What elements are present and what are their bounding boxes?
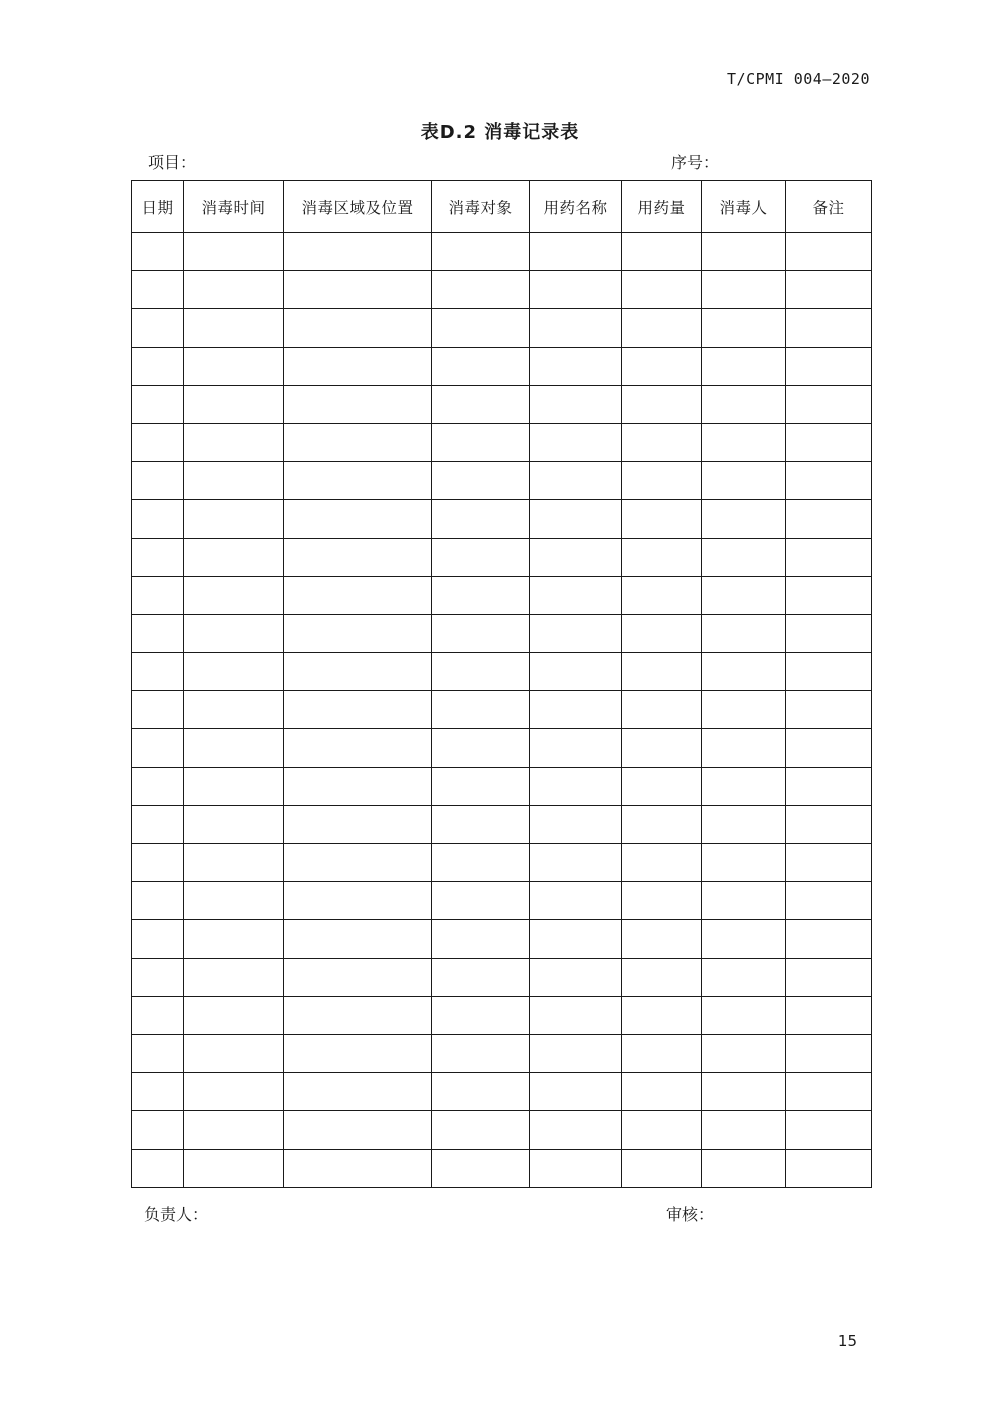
table-cell[interactable] xyxy=(184,1111,284,1149)
table-cell[interactable] xyxy=(184,500,284,538)
table-row xyxy=(132,385,872,423)
table-cell[interactable] xyxy=(432,653,530,691)
table-cell[interactable] xyxy=(530,691,622,729)
table-cell[interactable] xyxy=(184,271,284,309)
table-cell[interactable] xyxy=(184,1034,284,1072)
table-row xyxy=(132,1034,872,1072)
table-cell[interactable] xyxy=(432,347,530,385)
table-cell[interactable] xyxy=(622,729,702,767)
table-cell[interactable] xyxy=(702,576,786,614)
table-cell[interactable] xyxy=(284,347,432,385)
table-cell[interactable] xyxy=(786,233,872,271)
table-cell[interactable] xyxy=(786,462,872,500)
table-cell[interactable] xyxy=(184,1149,284,1187)
table-cell[interactable] xyxy=(132,844,184,882)
table-cell[interactable] xyxy=(530,882,622,920)
table-cell[interactable] xyxy=(702,1111,786,1149)
table-cell[interactable] xyxy=(530,958,622,996)
table-cell[interactable] xyxy=(530,462,622,500)
table-row xyxy=(132,729,872,767)
table-cell[interactable] xyxy=(184,958,284,996)
table-row xyxy=(132,996,872,1034)
table-row xyxy=(132,844,872,882)
table-cell[interactable] xyxy=(622,1073,702,1111)
table-cell[interactable] xyxy=(132,920,184,958)
table-cell[interactable] xyxy=(530,614,622,652)
table-cell[interactable] xyxy=(284,423,432,461)
table-cell[interactable] xyxy=(702,691,786,729)
table-cell[interactable] xyxy=(622,805,702,843)
table-row xyxy=(132,423,872,461)
table-row xyxy=(132,882,872,920)
table-cell[interactable] xyxy=(786,423,872,461)
table-cell[interactable] xyxy=(702,500,786,538)
table-cell[interactable] xyxy=(432,538,530,576)
table-cell[interactable] xyxy=(284,653,432,691)
table-cell[interactable] xyxy=(184,576,284,614)
table-cell[interactable] xyxy=(786,309,872,347)
table-cell[interactable] xyxy=(432,385,530,423)
table-row xyxy=(132,576,872,614)
table-cell[interactable] xyxy=(432,233,530,271)
table-cell[interactable] xyxy=(432,805,530,843)
table-cell[interactable] xyxy=(530,767,622,805)
table-cell[interactable] xyxy=(132,691,184,729)
table-cell[interactable] xyxy=(786,538,872,576)
table-cell[interactable] xyxy=(530,844,622,882)
table-cell[interactable] xyxy=(432,1073,530,1111)
table-cell[interactable] xyxy=(184,882,284,920)
table-cell[interactable] xyxy=(432,691,530,729)
table-cell[interactable] xyxy=(132,882,184,920)
table-body xyxy=(132,233,872,1188)
table-cell[interactable] xyxy=(132,805,184,843)
table-cell[interactable] xyxy=(432,920,530,958)
table-cell[interactable] xyxy=(184,805,284,843)
table-cell[interactable] xyxy=(530,233,622,271)
table-cell[interactable] xyxy=(132,958,184,996)
table-cell[interactable] xyxy=(786,767,872,805)
table-cell[interactable] xyxy=(786,1073,872,1111)
serial-label: 序号： xyxy=(671,155,720,172)
table-cell[interactable] xyxy=(184,309,284,347)
table-cell[interactable] xyxy=(786,1034,872,1072)
table-cell[interactable] xyxy=(622,423,702,461)
table-cell[interactable] xyxy=(702,1073,786,1111)
table-cell[interactable] xyxy=(786,958,872,996)
table-cell[interactable] xyxy=(284,1073,432,1111)
table-cell[interactable] xyxy=(530,271,622,309)
table-cell[interactable] xyxy=(622,576,702,614)
table-cell[interactable] xyxy=(132,385,184,423)
table-cell[interactable] xyxy=(622,691,702,729)
table-cell[interactable] xyxy=(786,1149,872,1187)
table-cell[interactable] xyxy=(530,500,622,538)
table-row xyxy=(132,233,872,271)
table-cell[interactable] xyxy=(432,1034,530,1072)
table-cell[interactable] xyxy=(284,271,432,309)
table-cell[interactable] xyxy=(786,347,872,385)
reviewer-label: 审核： xyxy=(666,1207,715,1224)
table-cell[interactable] xyxy=(432,1149,530,1187)
table-cell[interactable] xyxy=(184,385,284,423)
table-cell[interactable] xyxy=(184,653,284,691)
table-cell[interactable] xyxy=(786,385,872,423)
table-row xyxy=(132,1111,872,1149)
table-cell[interactable] xyxy=(432,1111,530,1149)
table-cell[interactable] xyxy=(432,462,530,500)
table-cell[interactable] xyxy=(702,423,786,461)
table-cell[interactable] xyxy=(702,958,786,996)
table-cell[interactable] xyxy=(184,462,284,500)
table-cell[interactable] xyxy=(702,996,786,1034)
table-cell[interactable] xyxy=(284,309,432,347)
column-header-area: 消毒区域及位置 xyxy=(284,181,432,233)
table-cell[interactable] xyxy=(702,653,786,691)
table-cell[interactable] xyxy=(132,233,184,271)
table-row xyxy=(132,500,872,538)
table-cell[interactable] xyxy=(530,1149,622,1187)
column-header-dosage: 用药量 xyxy=(622,181,702,233)
table-cell[interactable] xyxy=(702,805,786,843)
table-row xyxy=(132,271,872,309)
column-header-object: 消毒对象 xyxy=(432,181,530,233)
table-cell[interactable] xyxy=(786,805,872,843)
table-cell[interactable] xyxy=(622,500,702,538)
table-cell[interactable] xyxy=(432,882,530,920)
table-cell[interactable] xyxy=(530,729,622,767)
table-cell[interactable] xyxy=(530,996,622,1034)
table-cell[interactable] xyxy=(284,805,432,843)
table-cell[interactable] xyxy=(432,729,530,767)
table-cell[interactable] xyxy=(702,462,786,500)
table-cell[interactable] xyxy=(622,1034,702,1072)
table-row xyxy=(132,691,872,729)
table-cell[interactable] xyxy=(132,538,184,576)
table-cell[interactable] xyxy=(184,844,284,882)
table-cell[interactable] xyxy=(786,271,872,309)
table-cell[interactable] xyxy=(702,767,786,805)
table-cell[interactable] xyxy=(132,1073,184,1111)
table-cell[interactable] xyxy=(284,729,432,767)
table-cell[interactable] xyxy=(284,1111,432,1149)
page-title: 表D.2 消毒记录表 xyxy=(420,122,580,143)
table-cell[interactable] xyxy=(622,309,702,347)
disinfection-record-table xyxy=(131,180,872,1188)
table-cell[interactable] xyxy=(284,576,432,614)
table-cell[interactable] xyxy=(622,882,702,920)
table-cell[interactable] xyxy=(432,309,530,347)
table-cell[interactable] xyxy=(184,996,284,1034)
table-cell[interactable] xyxy=(702,729,786,767)
table-row xyxy=(132,614,872,652)
table-cell[interactable] xyxy=(284,538,432,576)
table-cell[interactable] xyxy=(132,423,184,461)
table-row xyxy=(132,653,872,691)
table-cell[interactable] xyxy=(284,614,432,652)
table-cell[interactable] xyxy=(184,729,284,767)
table-row xyxy=(132,767,872,805)
table-cell[interactable] xyxy=(432,271,530,309)
table-cell[interactable] xyxy=(284,1034,432,1072)
column-header-remark: 备注 xyxy=(786,181,872,233)
table-cell[interactable] xyxy=(786,653,872,691)
table-cell[interactable] xyxy=(284,844,432,882)
table-cell[interactable] xyxy=(530,423,622,461)
table-cell[interactable] xyxy=(786,614,872,652)
table-cell[interactable] xyxy=(132,462,184,500)
table-cell[interactable] xyxy=(132,347,184,385)
table-cell[interactable] xyxy=(622,538,702,576)
table-cell[interactable] xyxy=(132,271,184,309)
table-cell[interactable] xyxy=(132,1111,184,1149)
table-cell[interactable] xyxy=(622,614,702,652)
table-cell[interactable] xyxy=(284,958,432,996)
table-cell[interactable] xyxy=(530,1111,622,1149)
table-cell[interactable] xyxy=(184,691,284,729)
table-cell[interactable] xyxy=(530,309,622,347)
table-cell[interactable] xyxy=(432,958,530,996)
table-cell[interactable] xyxy=(622,653,702,691)
table-cell[interactable] xyxy=(432,614,530,652)
table-cell[interactable] xyxy=(432,996,530,1034)
table-cell[interactable] xyxy=(132,653,184,691)
table-cell[interactable] xyxy=(622,462,702,500)
table-cell[interactable] xyxy=(622,271,702,309)
table-cell[interactable] xyxy=(432,767,530,805)
table-cell[interactable] xyxy=(622,996,702,1034)
table-cell[interactable] xyxy=(132,767,184,805)
project-label: 项目： xyxy=(148,155,197,172)
table-cell[interactable] xyxy=(530,920,622,958)
table-cell[interactable] xyxy=(702,844,786,882)
table-cell[interactable] xyxy=(622,385,702,423)
table-cell[interactable] xyxy=(132,996,184,1034)
column-header-drug-name: 用药名称 xyxy=(530,181,622,233)
table-cell[interactable] xyxy=(184,614,284,652)
table-cell[interactable] xyxy=(284,996,432,1034)
table-cell[interactable] xyxy=(184,423,284,461)
table-cell[interactable] xyxy=(184,538,284,576)
table-cell[interactable] xyxy=(530,1073,622,1111)
table-cell[interactable] xyxy=(622,920,702,958)
table-cell[interactable] xyxy=(284,385,432,423)
table-row xyxy=(132,805,872,843)
table-cell[interactable] xyxy=(132,729,184,767)
table-cell[interactable] xyxy=(184,920,284,958)
table-cell[interactable] xyxy=(786,996,872,1034)
table-cell[interactable] xyxy=(530,576,622,614)
table-row xyxy=(132,462,872,500)
table-row xyxy=(132,1149,872,1187)
table-cell[interactable] xyxy=(432,576,530,614)
table-cell[interactable] xyxy=(184,767,284,805)
table-cell[interactable] xyxy=(702,920,786,958)
standard-code-header: T/CPMI 004—2020 xyxy=(727,70,870,88)
table-cell[interactable] xyxy=(284,920,432,958)
table-row xyxy=(132,309,872,347)
table-cell[interactable] xyxy=(622,1149,702,1187)
table-cell[interactable] xyxy=(786,691,872,729)
column-header-time: 消毒时间 xyxy=(184,181,284,233)
table-row xyxy=(132,920,872,958)
table-cell[interactable] xyxy=(530,653,622,691)
table-row xyxy=(132,1073,872,1111)
form-footer-row xyxy=(131,1202,871,1226)
table-cell[interactable] xyxy=(786,500,872,538)
table-cell[interactable] xyxy=(132,500,184,538)
table-cell[interactable] xyxy=(622,233,702,271)
table-cell[interactable] xyxy=(284,767,432,805)
table-cell[interactable] xyxy=(284,691,432,729)
table-cell[interactable] xyxy=(702,271,786,309)
table-cell[interactable] xyxy=(132,576,184,614)
responsible-person-label: 负责人： xyxy=(144,1207,209,1224)
table-cell[interactable] xyxy=(702,538,786,576)
table-cell[interactable] xyxy=(432,844,530,882)
table-cell[interactable] xyxy=(622,1111,702,1149)
table-cell[interactable] xyxy=(702,1149,786,1187)
table-cell[interactable] xyxy=(622,347,702,385)
table-cell[interactable] xyxy=(432,500,530,538)
table-cell[interactable] xyxy=(530,538,622,576)
table-row xyxy=(132,347,872,385)
table-cell[interactable] xyxy=(184,233,284,271)
column-header-operator: 消毒人 xyxy=(702,181,786,233)
table-cell[interactable] xyxy=(786,729,872,767)
table-cell[interactable] xyxy=(622,958,702,996)
table-cell[interactable] xyxy=(132,1034,184,1072)
table-cell[interactable] xyxy=(530,385,622,423)
form-meta-row xyxy=(131,150,871,174)
table-cell[interactable] xyxy=(530,1034,622,1072)
table-cell[interactable] xyxy=(284,500,432,538)
table-cell[interactable] xyxy=(622,767,702,805)
table-cell[interactable] xyxy=(284,882,432,920)
table-cell[interactable] xyxy=(702,385,786,423)
table-cell[interactable] xyxy=(132,614,184,652)
table-cell[interactable] xyxy=(284,233,432,271)
table-cell[interactable] xyxy=(786,1111,872,1149)
table-cell[interactable] xyxy=(530,347,622,385)
table-cell[interactable] xyxy=(786,844,872,882)
table-cell[interactable] xyxy=(284,462,432,500)
table-cell[interactable] xyxy=(622,844,702,882)
table-cell[interactable] xyxy=(786,920,872,958)
table-row xyxy=(132,958,872,996)
table-cell[interactable] xyxy=(184,1073,284,1111)
table-cell[interactable] xyxy=(284,1149,432,1187)
table-cell[interactable] xyxy=(702,614,786,652)
table-cell[interactable] xyxy=(702,309,786,347)
page-number: 15 xyxy=(837,1332,857,1350)
table-cell[interactable] xyxy=(530,805,622,843)
table-cell[interactable] xyxy=(702,233,786,271)
table-cell[interactable] xyxy=(786,576,872,614)
column-header-date: 日期 xyxy=(132,181,184,233)
table-cell[interactable] xyxy=(184,347,284,385)
table-cell[interactable] xyxy=(702,1034,786,1072)
table-cell[interactable] xyxy=(786,882,872,920)
table-cell[interactable] xyxy=(132,1149,184,1187)
table-cell[interactable] xyxy=(132,309,184,347)
table-cell[interactable] xyxy=(702,882,786,920)
table-header-row xyxy=(132,181,872,233)
table-cell[interactable] xyxy=(432,423,530,461)
table-cell[interactable] xyxy=(702,347,786,385)
table-row xyxy=(132,538,872,576)
